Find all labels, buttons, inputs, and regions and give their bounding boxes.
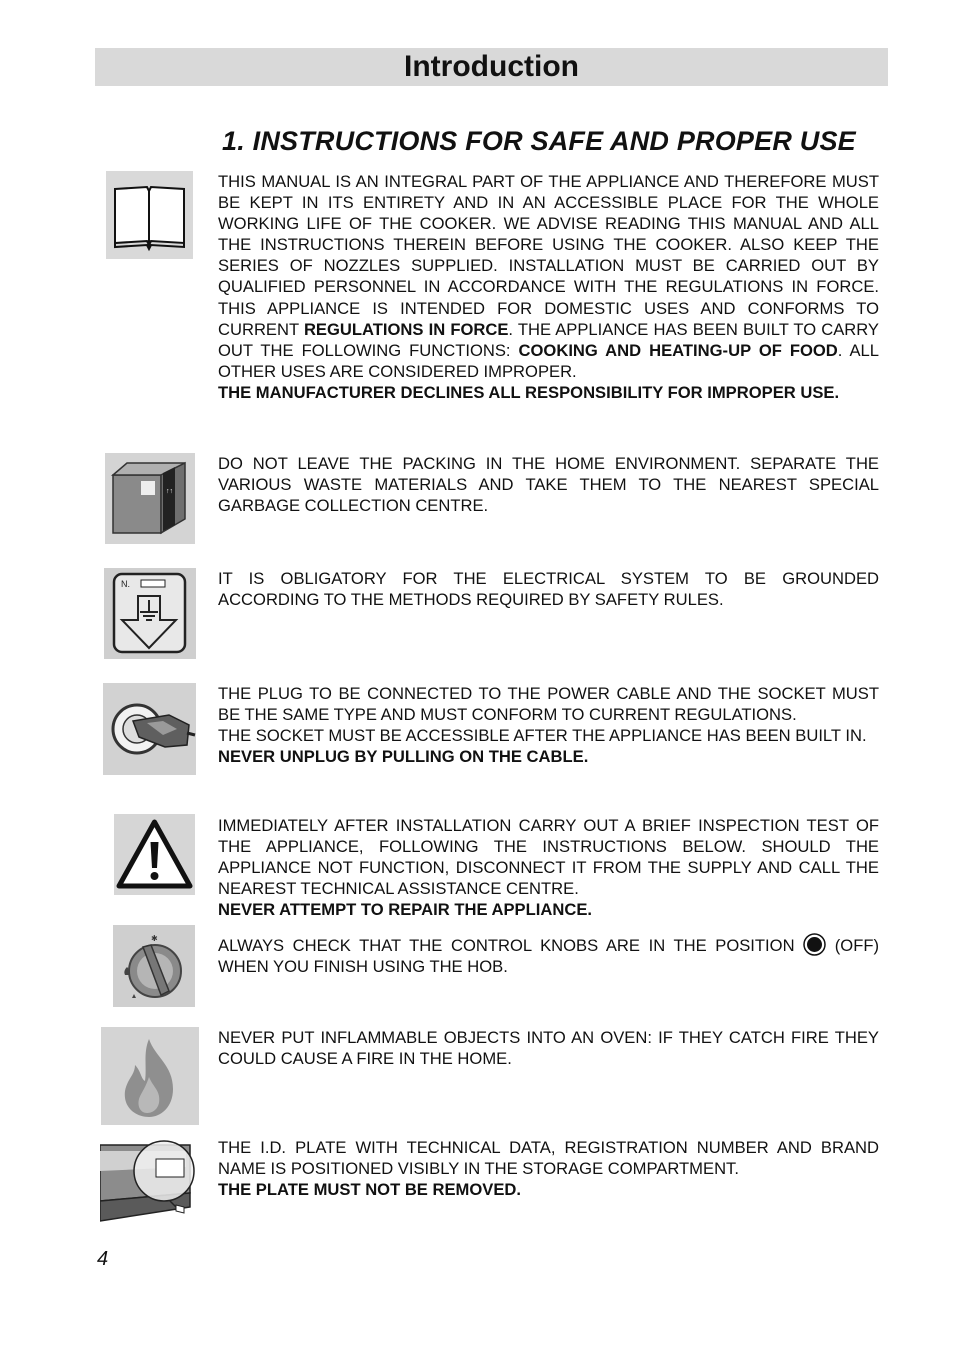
instruction-text bbox=[218, 453, 879, 516]
warning-triangle-icon bbox=[114, 814, 195, 895]
paragraph: THE SOCKET MUST BE ACCESSIBLE AFTER THE APPLIANCE HAS BEEN BUILT IN. bbox=[218, 726, 867, 746]
plug-socket-icon bbox=[103, 683, 196, 775]
paragraph: THE PLUG TO BE CONNECTED TO THE POWER CABLE AND THE SOCKET MUST BE THE SAME TYPE AND MUST CONFORM TO CURRENT REGULATIONS. bbox=[218, 684, 879, 725]
header-bar bbox=[95, 48, 888, 86]
control-knob-icon bbox=[113, 925, 195, 1007]
bold-text: COOKING AND HEATING-UP OF FOOD bbox=[518, 340, 838, 360]
text-run: ALWAYS CHECK THAT THE CONTROL KNOBS ARE IN THE POSITION bbox=[218, 936, 804, 955]
instruction-text bbox=[218, 1137, 879, 1200]
paragraph: IMMEDIATELY AFTER INSTALLATION CARRY OUT A BRIEF INSPECTION TEST OF THE APPLIANCE, FOLLOWING THE INSTRUCTIONS BELOW. SHOULD THE APPLIANCE NOT FUNCTION, DISCONNECT IT FROM THE SUPPLY AND CALL THE NEAREST TECHNICAL ASSISTANCE CENTRE. bbox=[218, 816, 879, 899]
instruction-item-grounding bbox=[95, 567, 880, 662]
instruction-item-knobs bbox=[95, 925, 880, 1010]
flame-icon bbox=[101, 1027, 199, 1125]
bold-text: REGULATIONS IN FORCE bbox=[303, 319, 509, 339]
storage-compartment-icon bbox=[100, 1137, 199, 1223]
paragraph bbox=[218, 171, 879, 382]
instruction-item-id-plate bbox=[95, 1137, 880, 1227]
ground-label: N. bbox=[121, 579, 130, 589]
instruction-text bbox=[218, 171, 879, 403]
off-position-icon bbox=[803, 933, 826, 956]
instruction-item-plug bbox=[95, 682, 880, 812]
paragraph: IT IS OBLIGATORY FOR THE ELECTRICAL SYSTEM TO BE GROUNDED ACCORDING TO THE METHODS REQUIRED BY SAFETY RULES. bbox=[218, 569, 879, 610]
page-title: Introduction bbox=[404, 50, 579, 83]
warning-text: THE PLATE MUST NOT BE REMOVED. bbox=[218, 1180, 521, 1200]
instruction-item-inspection bbox=[95, 814, 880, 919]
page-number: 4 bbox=[97, 1248, 109, 1270]
paragraph bbox=[218, 933, 879, 977]
instruction-text bbox=[218, 1027, 879, 1069]
ground-symbol-icon bbox=[104, 568, 196, 659]
instruction-text bbox=[218, 683, 879, 767]
svg-text:↑↑: ↑↑ bbox=[166, 488, 173, 495]
text-run: (OFF) WHEN YOU FINISH USING THE HOB. bbox=[218, 936, 880, 977]
paragraph: NEVER PUT INFLAMMABLE OBJECTS INTO AN OVEN: IF THEY CATCH FIRE THEY COULD CAUSE A FIRE IN THE HOME. bbox=[218, 1028, 879, 1069]
text-run: THIS MANUAL IS AN INTEGRAL PART OF THE APPLIANCE AND THEREFORE MUST BE KEPT IN ITS ENTIRETY AND IN AN ACCESSIBLE PLACE FOR THE WHOLE WORKING LIFE OF THE COOKER. WE ADVISE READING THIS MANUAL AND ALL THE INSTRUCTIONS THEREIN BEFORE USING THE COOKER. ALSO KEEP THE SERIES OF NOZZLES SUPPLIED. INSTALLATION MUST BE CARRIED OUT BY QUALIFIED PERSONNEL IN ACCORDANCE WITH THE REGULATIONS IN FORCE. THIS APPLIANCE IS INTENDED FOR DOMESTIC USES AND CONFORMS TO CURRENT bbox=[218, 172, 879, 339]
text-run: . ALL OTHER USES ARE CONSIDERED IMPROPER. bbox=[218, 340, 879, 381]
svg-text:✱: ✱ bbox=[151, 934, 158, 943]
packing-box-icon bbox=[105, 453, 195, 544]
instruction-item-packing bbox=[95, 452, 880, 547]
manual-book-icon bbox=[106, 171, 193, 259]
text-run: . THE APPLIANCE HAS BEEN BUILT TO CARRY OUT THE FOLLOWING FUNCTIONS: bbox=[218, 319, 880, 360]
section-title: 1. INSTRUCTIONS FOR SAFE AND PROPER USE bbox=[222, 126, 856, 156]
instruction-text bbox=[218, 815, 879, 920]
instruction-item-flame bbox=[95, 1027, 880, 1127]
paragraph: THE I.D. PLATE WITH TECHNICAL DATA, REGISTRATION NUMBER AND BRAND NAME IS POSITIONED VISIBLY IN THE STORAGE COMPARTMENT. bbox=[218, 1138, 879, 1179]
warning-text: NEVER ATTEMPT TO REPAIR THE APPLIANCE. bbox=[218, 900, 592, 920]
disclaimer: THE MANUFACTURER DECLINES ALL RESPONSIBILITY FOR IMPROPER USE. bbox=[218, 382, 840, 402]
paragraph: DO NOT LEAVE THE PACKING IN THE HOME ENVIRONMENT. SEPARATE THE VARIOUS WASTE MATERIALS AND TAKE THEM TO THE NEAREST SPECIAL GARBAGE COLLECTION CENTRE. bbox=[218, 454, 879, 516]
warning-text: NEVER UNPLUG BY PULLING ON THE CABLE. bbox=[218, 747, 589, 767]
instruction-text bbox=[218, 568, 879, 610]
instruction-text bbox=[218, 933, 879, 977]
instruction-item-manual bbox=[95, 171, 880, 451]
